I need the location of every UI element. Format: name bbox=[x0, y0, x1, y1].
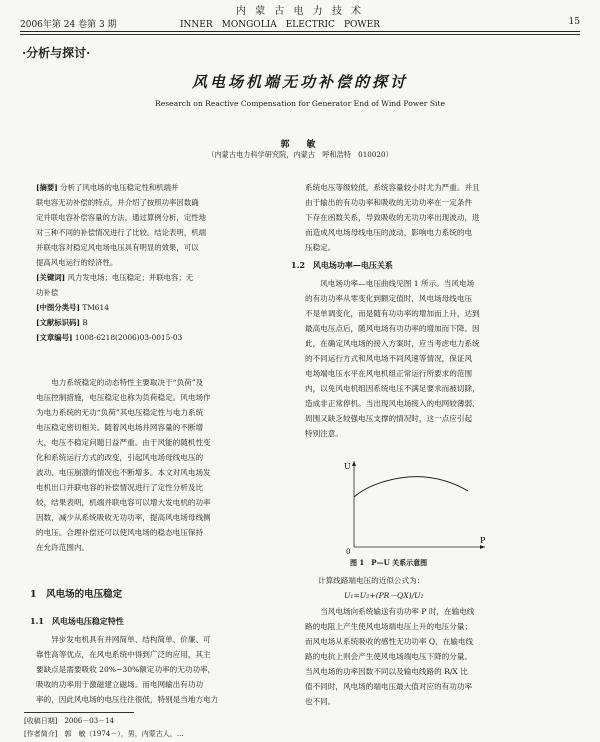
keywords-cont: 功补偿 bbox=[36, 288, 59, 297]
formula: U₁=U₂+(PR－QX)/U₂ bbox=[344, 591, 424, 600]
header-rule-thin bbox=[20, 34, 580, 35]
article-no-label: [文章编号] bbox=[36, 333, 73, 342]
body-line: 路的电阻上产生使风电场端电压上升的电压分量； bbox=[305, 622, 473, 631]
body-line: 大，电压不稳定问题日益严重。由于风能的随机性变 bbox=[36, 438, 211, 447]
body-line: 的不同运行方式和风电场不同风速等情况，保证风 bbox=[305, 354, 473, 363]
classification-value: TM614 bbox=[82, 303, 109, 312]
section-label: ·分析与探讨· bbox=[22, 46, 91, 60]
body-line: 特别注意。 bbox=[305, 429, 343, 438]
abstract-line: 分析了风电场的电压稳定性和机端并 bbox=[60, 183, 179, 192]
body-line: 压稳定。 bbox=[305, 243, 336, 252]
issue-info: 2006年第 24 卷第 3 期 bbox=[20, 20, 117, 30]
x-axis-label: P bbox=[480, 536, 486, 545]
body-line: 值不同时，风电场的端电压最大值对应的有功功率 bbox=[305, 682, 473, 691]
section-1-heading: 1 风电场的电压稳定 bbox=[30, 589, 123, 600]
body-line: 当风电场的功率因数不同以及输电线路的 R/X 比 bbox=[305, 667, 468, 676]
body-line: 风电场功率—电压曲线见图 1 所示。当风电场 bbox=[320, 279, 475, 288]
body-line: 此，在确定风电场的接入方案时，应当考虑电力系统 bbox=[305, 339, 480, 348]
body-line: 的电压。合理补偿还可以使风电场的稳态电压保持 bbox=[36, 528, 204, 537]
body-line: 最高电压点后，随风电场有功功率的增加而下降。因 bbox=[305, 324, 480, 333]
body-line: 电压控制措施，电压稳定也称为负荷稳定。风电场作 bbox=[36, 393, 211, 402]
body-line: 当风电场向系统输送有功功率 P 时，在输电线 bbox=[320, 607, 475, 616]
article-no-value: 1008-6218(2006)03-0015-03 bbox=[74, 333, 183, 342]
body-line: 要缺点是需要吸收 20%~30%额定功率的无功功率， bbox=[36, 665, 216, 674]
affiliation: （内蒙古电力科学研究院，内蒙古 呼和浩特 010020） bbox=[207, 150, 393, 159]
y-axis-label: U bbox=[344, 462, 351, 471]
article-title: 风电场机端无功补偿的探讨 bbox=[191, 73, 408, 91]
formula-intro: 计算线路端电压的近似公式为： bbox=[318, 576, 425, 585]
body-line: 率的，因此风电场的电压往往很低，特别是当地方电力 bbox=[36, 695, 219, 704]
abstract-line: 定并联电容补偿容量的方法，通过算例分析，定性地 bbox=[36, 213, 206, 222]
body-line: 为电力系统的无功“负荷”其电压稳定性与电力系统 bbox=[36, 408, 204, 417]
body-line: 系统电压等级较低，系统容量较小时尤为严重。并且 bbox=[305, 183, 480, 192]
body-line: 波动、电压崩溃的情况也不断增多。本文对风电场发 bbox=[36, 468, 211, 477]
abstract-line: 并联电容对稳定风电场电压具有明显的效果，可以 bbox=[36, 243, 199, 252]
body-line: 化和系统运行方式的改变，引起风电场母线电压的 bbox=[36, 453, 204, 462]
body-line: 而风电场从系统吸收的感性无功功率 Q，在输电线 bbox=[305, 637, 474, 646]
header-rule bbox=[20, 31, 580, 32]
body-line: 的有功功率从零变化到额定值时，风电场母线电压 bbox=[305, 294, 473, 303]
footnote-rule bbox=[24, 712, 134, 713]
body-line: 异步发电机具有并网简单、结构简单、价廉、可 bbox=[51, 635, 211, 644]
body-line: 下存在函数关系，导致吸收的无功功率出现波动，进 bbox=[305, 213, 480, 222]
body-line: 周围又缺乏较强电压支撑的情况时，这一点应引起 bbox=[305, 414, 473, 423]
body-line: 造成非正常停机。当出现风电场接入的电网较薄弱、 bbox=[305, 399, 480, 408]
journal-name-en: INNER MONGOLIA ELECTRIC POWER bbox=[180, 20, 380, 30]
body-line: 吸收的功率用于激磁建立磁场。而电网输出有功功 bbox=[36, 680, 204, 689]
page-number: 15 bbox=[568, 17, 580, 27]
classification-label: [中图分类号] bbox=[36, 303, 80, 312]
pu-curve bbox=[354, 477, 468, 497]
abstract-line: 联电容无功补偿的特点，并介绍了按照功率因数确 bbox=[36, 198, 199, 207]
body-line: 电场端电压水平在风电机组正常运行所要求的范围 bbox=[305, 369, 473, 378]
received-date: [收稿日期] 2006－03－14 bbox=[24, 717, 115, 725]
y-axis-arrow bbox=[352, 461, 356, 466]
body-line: 靠性高等优点，在风电系统中得到广泛的应用，其主 bbox=[36, 650, 211, 659]
body-line: 电机出口并联电容的补偿情况进行了定性分析及比 bbox=[36, 483, 204, 492]
right-top-paragraph bbox=[305, 180, 573, 255]
journal-name-cn: 内 蒙 古 电 力 技 术 bbox=[235, 6, 365, 17]
intro-paragraph bbox=[36, 375, 283, 555]
section-1-2-heading: 1.2 风电场功率—电压关系 bbox=[291, 260, 393, 270]
doc-code-value: B bbox=[82, 318, 88, 327]
body-line: 较，结果表明，机端并联电容可以增大发电机的功率 bbox=[36, 498, 211, 507]
abstract-block bbox=[36, 180, 283, 345]
section-1-1-heading: 1.1 风电场电压稳定特性 bbox=[30, 616, 124, 626]
figure-caption: 图 1 P—U 关系示意图 bbox=[350, 558, 428, 567]
x-axis-arrow bbox=[480, 545, 485, 549]
after-formula-paragraph bbox=[305, 604, 573, 709]
keywords-label: [关键词] bbox=[36, 273, 66, 282]
article-title-en: Research on Reactive Compensation for Generator End of Wind Power Site bbox=[154, 99, 446, 108]
author: 郭 敏 bbox=[280, 140, 320, 150]
author-note: [作者简介] 郭 敏（1974－），男，内蒙古人，… bbox=[24, 730, 184, 738]
pu-curve-figure bbox=[340, 455, 490, 555]
body-line: 因数，减少从系统吸收无功功率，提高风电场母线侧 bbox=[36, 513, 211, 522]
body-line: 电压稳定密切相关。随着风电场并网容量的不断增 bbox=[36, 423, 204, 432]
body-line: 也不同。 bbox=[305, 697, 336, 706]
doc-code-label: [文献标识码] bbox=[36, 318, 80, 327]
body-line: 在允许范围内。 bbox=[36, 543, 90, 552]
footnotes bbox=[24, 715, 284, 741]
section-1-1-paragraph bbox=[36, 632, 283, 707]
body-line: 电力系统稳定的动态特性主要取决于“负荷”及 bbox=[51, 378, 204, 387]
body-line: 不是单调变化，而是随有功功率的增加而上升，达到 bbox=[305, 309, 480, 318]
body-line: 内，以免风电机组因系统电压不满足要求而被切除， bbox=[305, 384, 480, 393]
section-1-2-paragraph bbox=[305, 276, 573, 441]
abstract-line: 对三种不同的补偿情况进行了比较。结论表明，机端 bbox=[36, 228, 206, 237]
abstract-label: [摘要] bbox=[36, 183, 58, 192]
body-line: 而造成风电场母线电压的波动，影响电力系统的电 bbox=[305, 228, 473, 237]
body-line: 路的电抗上则会产生使风电场端电压下降的分量。 bbox=[305, 652, 473, 661]
origin-label: 0 bbox=[346, 548, 351, 555]
keywords: 风力发电场；电压稳定；并联电容；无 bbox=[67, 273, 194, 282]
body-line: 由于输出的有功功率和吸收的无功功率在一定条件 bbox=[305, 198, 473, 207]
abstract-line: 提高风电运行的经济性。 bbox=[36, 258, 118, 267]
